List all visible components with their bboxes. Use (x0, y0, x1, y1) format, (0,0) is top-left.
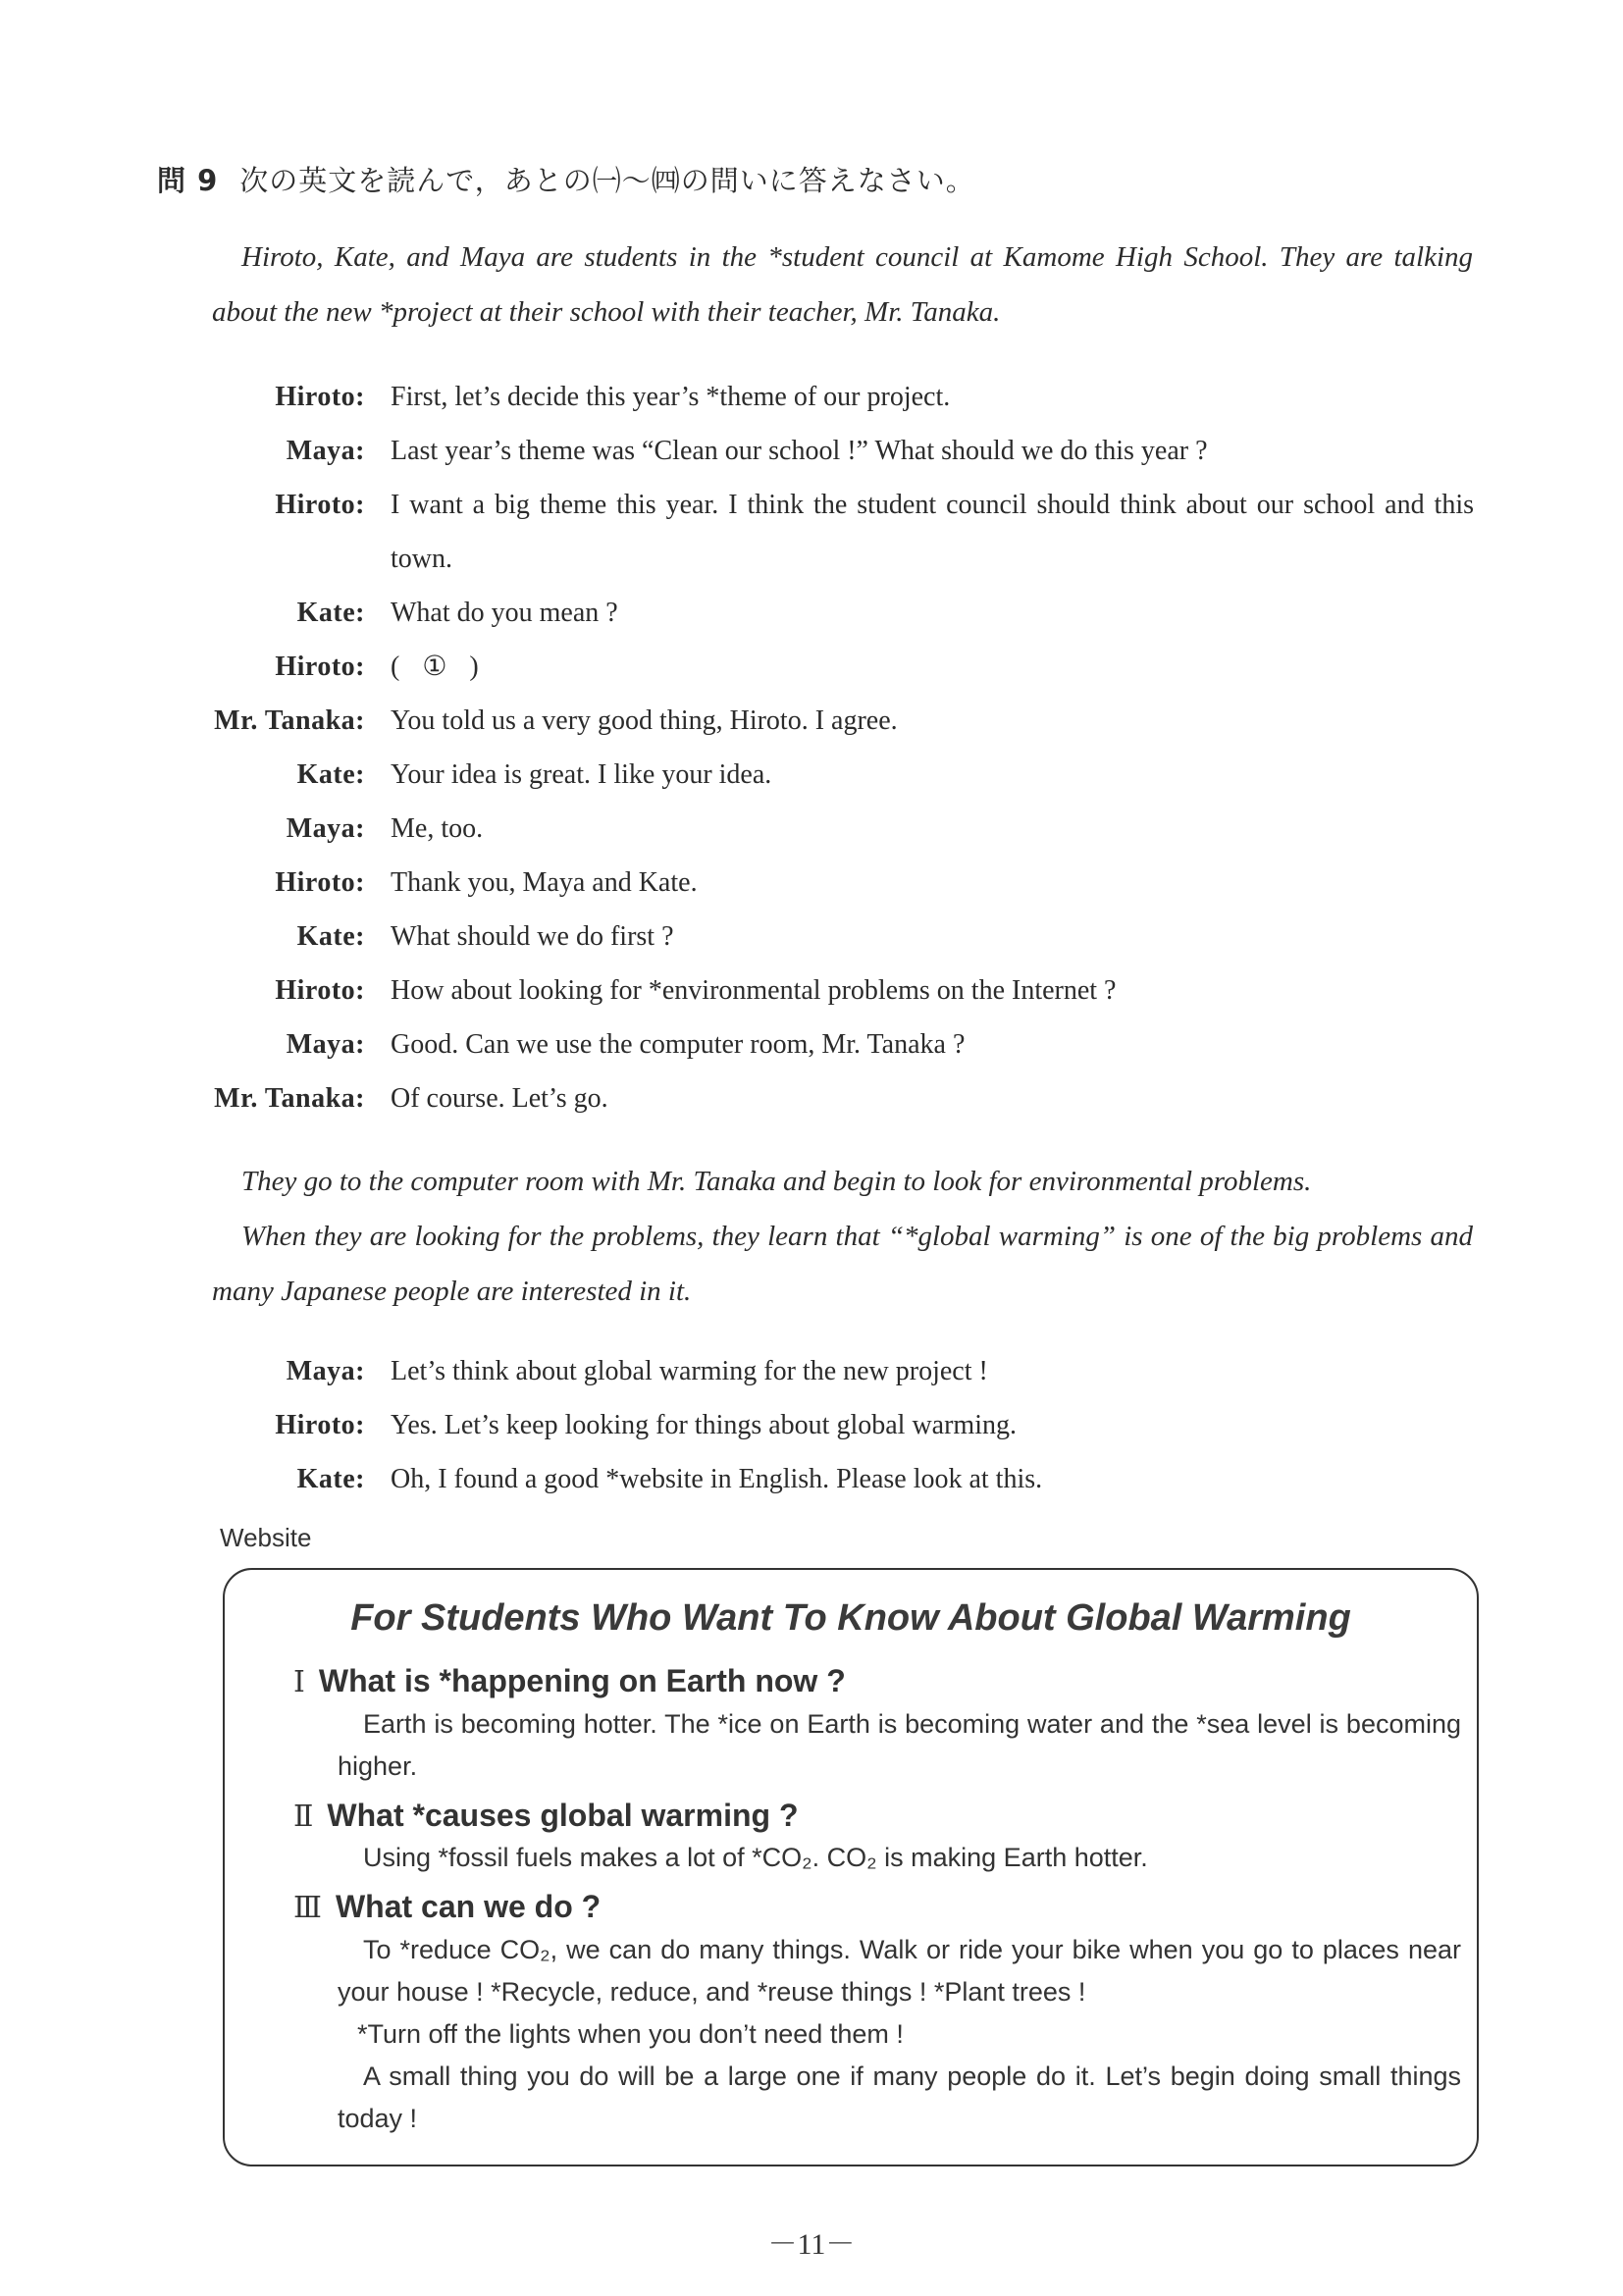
section-paragraph: *Turn off the lights when you don’t need them ! (357, 2019, 904, 2049)
website-title: For Students Who Want To Know About Global Warming (350, 1597, 1351, 1639)
speech-text: You told us a very good thing, Hiroto. I agree. (391, 705, 898, 736)
speaker-name: Hiroto: (275, 1410, 365, 1440)
speech-text: I want a big theme this year. I think the student council should think about our school and this town. (391, 490, 1474, 574)
speech-text: Last year’s theme was “Clean our school !” What should we do this year ? (391, 436, 1208, 466)
website-label: Website (220, 1523, 312, 1552)
section-paragraph: Using *fossil fuels makes a lot of *CO₂. CO₂ is making Earth hotter. (363, 1843, 1148, 1872)
speaker-name: Hiroto: (275, 490, 365, 520)
section-paragraph: A small thing you do will be a large one if many people do it. Let’s begin doing small things today ! (338, 2061, 1461, 2133)
speaker-name: Hiroto: (275, 652, 365, 682)
speech-text: Oh, I found a good *website in English. Please look at this. (391, 1464, 1043, 1494)
intro-paragraph: Hiroto, Kate, and Maya are students in the *student council at Kamome High School. They are talking about the new *project at their school with their teacher, Mr. Tanaka. (212, 241, 1473, 328)
question-instruction: 次の英文を読んで，あとの㈠〜㈣の問いに答えなさい。 (239, 164, 975, 197)
speech-text: First, let’s decide this year’s *theme of our project. (391, 382, 951, 412)
section-numeral: Ⅱ (293, 1800, 314, 1834)
speaker-name: Hiroto: (275, 975, 365, 1006)
dialogue-part-1 (147, 370, 1474, 1125)
dialogue-part-2 (147, 1344, 1474, 1506)
speaker-name: Maya: (286, 436, 365, 466)
section-numeral: Ⅲ (293, 1891, 322, 1925)
speech-text: Let’s think about global warming for the new project ! (391, 1356, 988, 1386)
scene-narration (212, 1154, 1473, 1319)
speaker-name: Maya: (286, 813, 365, 844)
section-paragraph: Earth is becoming hotter. The *ice on Earth is becoming water and the *sea level is becoming higher. (338, 1709, 1461, 1781)
dialogue-line (147, 1344, 1474, 1398)
section-heading-text: What *causes global warming ? (327, 1798, 799, 1833)
speech-text: Of course. Let’s go. (391, 1083, 608, 1114)
section-heading-2 (293, 1798, 798, 1834)
dialogue-line (147, 1018, 1474, 1071)
scene-paragraph-2: When they are looking for the problems, they learn that “*global warming” is one of the big problems and many Japanese people are interested in it. (212, 1221, 1473, 1307)
dialogue-line (147, 586, 1474, 640)
section-paragraph: To *reduce CO₂, we can do many things. Walk or ride your bike when you go to places near your house ! *Recycle, reduce, and *reuse things ! *Plant trees ! (338, 1935, 1461, 2007)
section-heading-3 (293, 1889, 601, 1925)
dialogue-line (147, 478, 1474, 586)
dialogue-line (147, 694, 1474, 748)
intro-narration (212, 230, 1473, 339)
dialogue-line (147, 370, 1474, 424)
speaker-name: Kate: (296, 1464, 365, 1494)
question-number: 問 9 (157, 164, 219, 197)
speech-text: What do you mean ? (391, 598, 618, 628)
section-body-1 (338, 1703, 1461, 1788)
dialogue-line (147, 640, 1474, 694)
dialogue-line (147, 1452, 1474, 1506)
speech-text: Thank you, Maya and Kate. (391, 867, 698, 898)
speech-text: What should we do first ? (391, 921, 674, 952)
section-body-2 (338, 1837, 1461, 1879)
scene-paragraph-1: They go to the computer room with Mr. Tanaka and begin to look for environmental problems. (241, 1166, 1312, 1197)
section-heading-1 (293, 1663, 846, 1699)
speaker-name: Hiroto: (275, 382, 365, 412)
speech-text: How about looking for *environmental problems on the Internet ? (391, 975, 1117, 1006)
speech-text: Yes. Let’s keep looking for things about global warming. (391, 1410, 1017, 1440)
speaker-name: Kate: (296, 921, 365, 952)
section-heading-text: What is *happening on Earth now ? (318, 1663, 846, 1698)
speaker-name: Hiroto: (275, 867, 365, 898)
speaker-name: Mr. Tanaka: (214, 705, 365, 736)
speech-text: Your idea is great. I like your idea. (391, 759, 772, 790)
speaker-name: Kate: (296, 759, 365, 790)
question-header (157, 159, 975, 199)
speaker-name: Mr. Tanaka: (214, 1083, 365, 1114)
answer-blank-1: ( ① ) (391, 652, 487, 682)
section-numeral: Ⅰ (293, 1665, 305, 1699)
speaker-name: Maya: (286, 1029, 365, 1060)
speech-text: Me, too. (391, 813, 484, 844)
page-number: －11－ (767, 2228, 856, 2261)
dialogue-line (147, 802, 1474, 856)
speaker-name: Maya: (286, 1356, 365, 1386)
dialogue-line (147, 1071, 1474, 1125)
dialogue-line (147, 748, 1474, 802)
dialogue-line (147, 1398, 1474, 1452)
dialogue-line (147, 424, 1474, 478)
website-box (223, 1568, 1479, 2166)
speaker-name: Kate: (296, 598, 365, 628)
dialogue-line (147, 910, 1474, 964)
dialogue-line (147, 856, 1474, 910)
dialogue-line (147, 964, 1474, 1018)
section-body-3 (338, 1929, 1461, 2140)
speech-text: Good. Can we use the computer room, Mr. Tanaka ? (391, 1029, 966, 1060)
section-heading-text: What can we do ? (335, 1889, 602, 1924)
